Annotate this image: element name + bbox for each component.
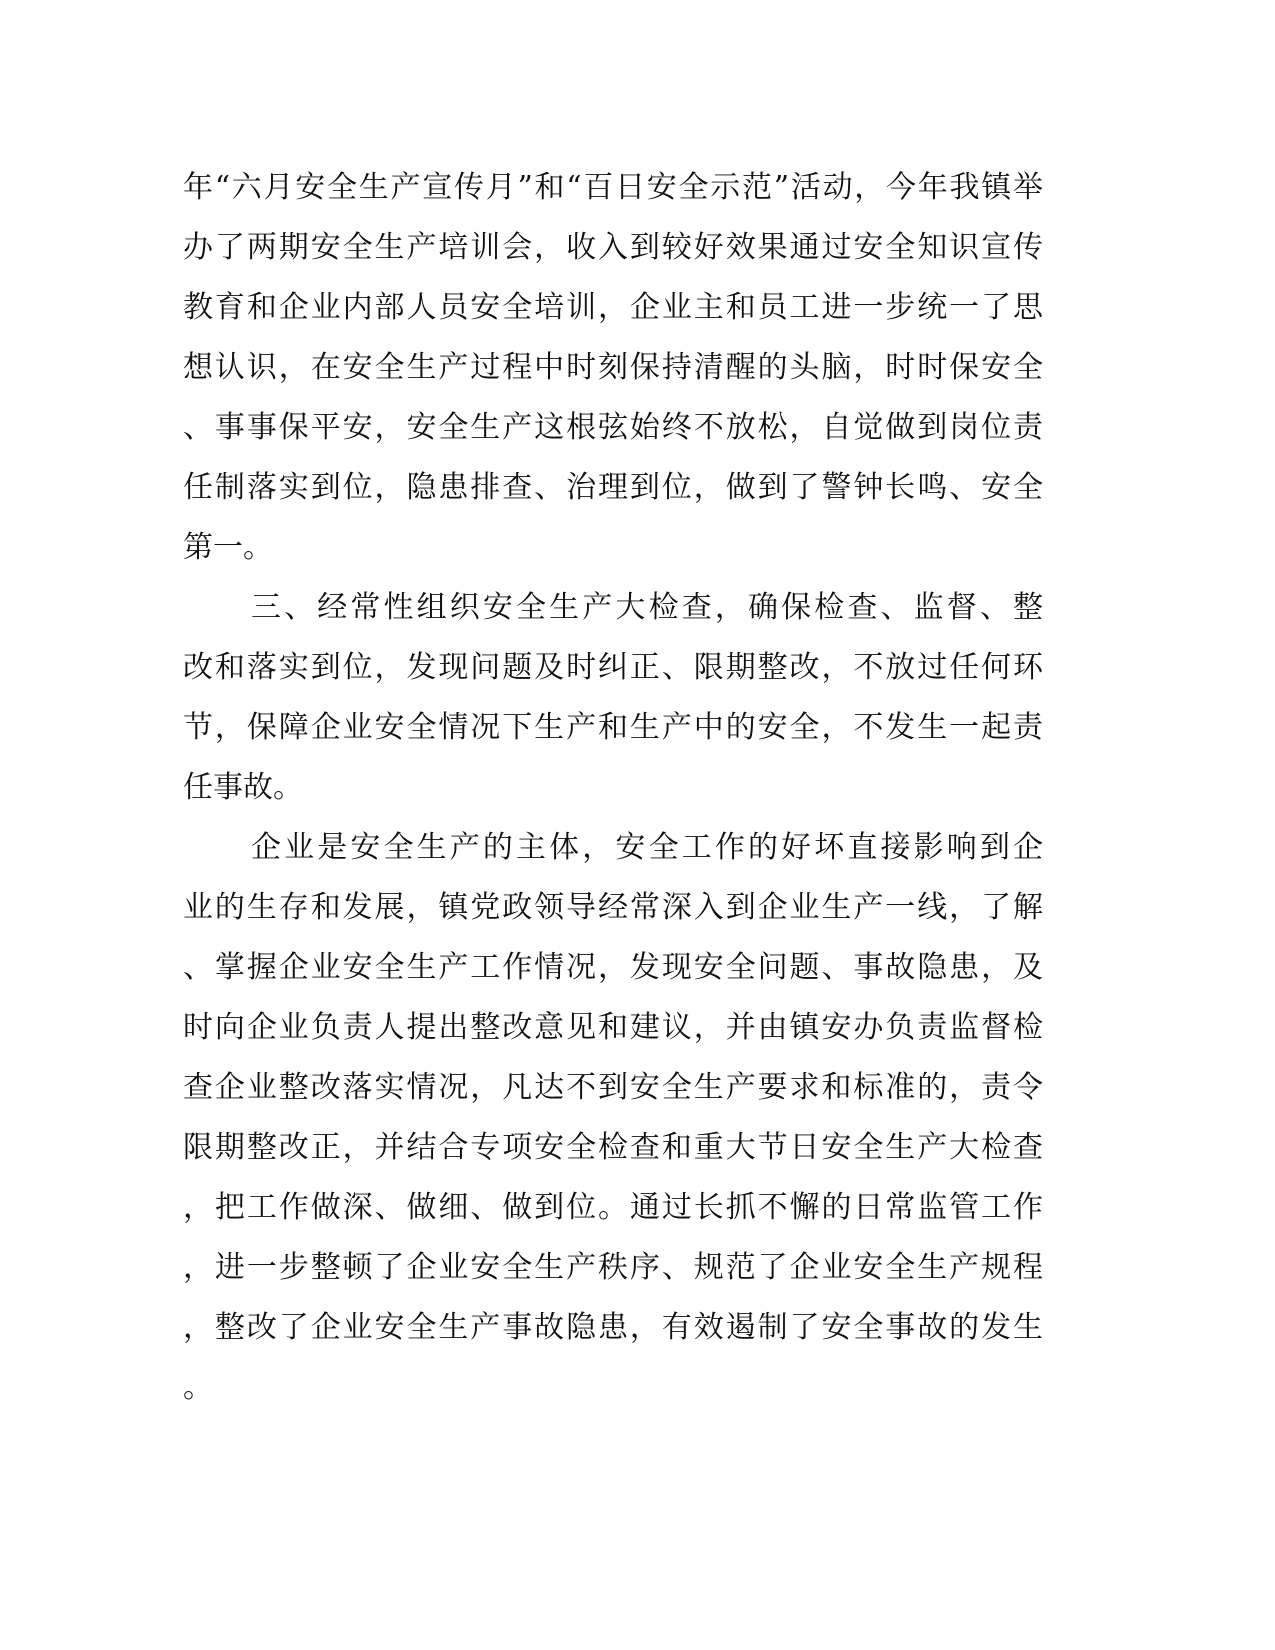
text-line: 教育和企业内部人员安全培训，企业主和员工进一步统一了思 bbox=[183, 290, 1043, 325]
text-line: 业的生存和发展，镇党政领导经常深入到企业生产一线，了解 bbox=[183, 890, 1043, 925]
text-line: 任事故。 bbox=[183, 770, 303, 805]
text-line: 改和落实到位，发现问题及时纠正、限期整改，不放过任何环 bbox=[183, 650, 1043, 685]
text-line: ，把工作做深、做细、做到位。通过长抓不懈的日常监管工作 bbox=[183, 1190, 1043, 1225]
text-line: 查企业整改落实情况，凡达不到安全生产要求和标准的，责令 bbox=[183, 1070, 1043, 1105]
text-line: 、掌握企业安全生产工作情况，发现安全问题、事故隐患，及 bbox=[183, 950, 1043, 985]
paragraph-start-line: 企业是安全生产的主体，安全工作的好坏直接影响到企 bbox=[251, 830, 1043, 865]
text-line: ，进一步整顿了企业安全生产秩序、规范了企业安全生产规程 bbox=[183, 1250, 1043, 1285]
text-line: 节，保障企业安全情况下生产和生产中的安全，不发生一起责 bbox=[183, 710, 1043, 745]
text-line: 、事事保平安，安全生产这根弦始终不放松，自觉做到岗位责 bbox=[183, 410, 1043, 445]
document-body bbox=[183, 158, 1043, 1418]
text-line: 第一。 bbox=[183, 530, 273, 565]
text-line: 任制落实到位，隐患排查、治理到位，做到了警钟长鸣、安全 bbox=[183, 470, 1043, 505]
text-line: 时向企业负责人提出整改意见和建议，并由镇安办负责监督检 bbox=[183, 1010, 1043, 1045]
text-line: 想认识，在安全生产过程中时刻保持清醒的头脑，时时保安全 bbox=[183, 350, 1043, 385]
text-line: ，整改了企业安全生产事故隐患，有效遏制了安全事故的发生 bbox=[183, 1310, 1043, 1345]
text-line: 年“六月安全生产宣传月”和“百日安全示范”活动，今年我镇举 bbox=[183, 170, 1043, 205]
text-line: 限期整改正，并结合专项安全检查和重大节日安全生产大检查 bbox=[183, 1130, 1043, 1165]
text-line: 办了两期安全生产培训会，收入到较好效果通过安全知识宣传 bbox=[183, 230, 1043, 265]
text-line: 。 bbox=[183, 1370, 213, 1405]
paragraph-start-line: 三、经常性组织安全生产大检查，确保检查、监督、整 bbox=[251, 590, 1043, 625]
